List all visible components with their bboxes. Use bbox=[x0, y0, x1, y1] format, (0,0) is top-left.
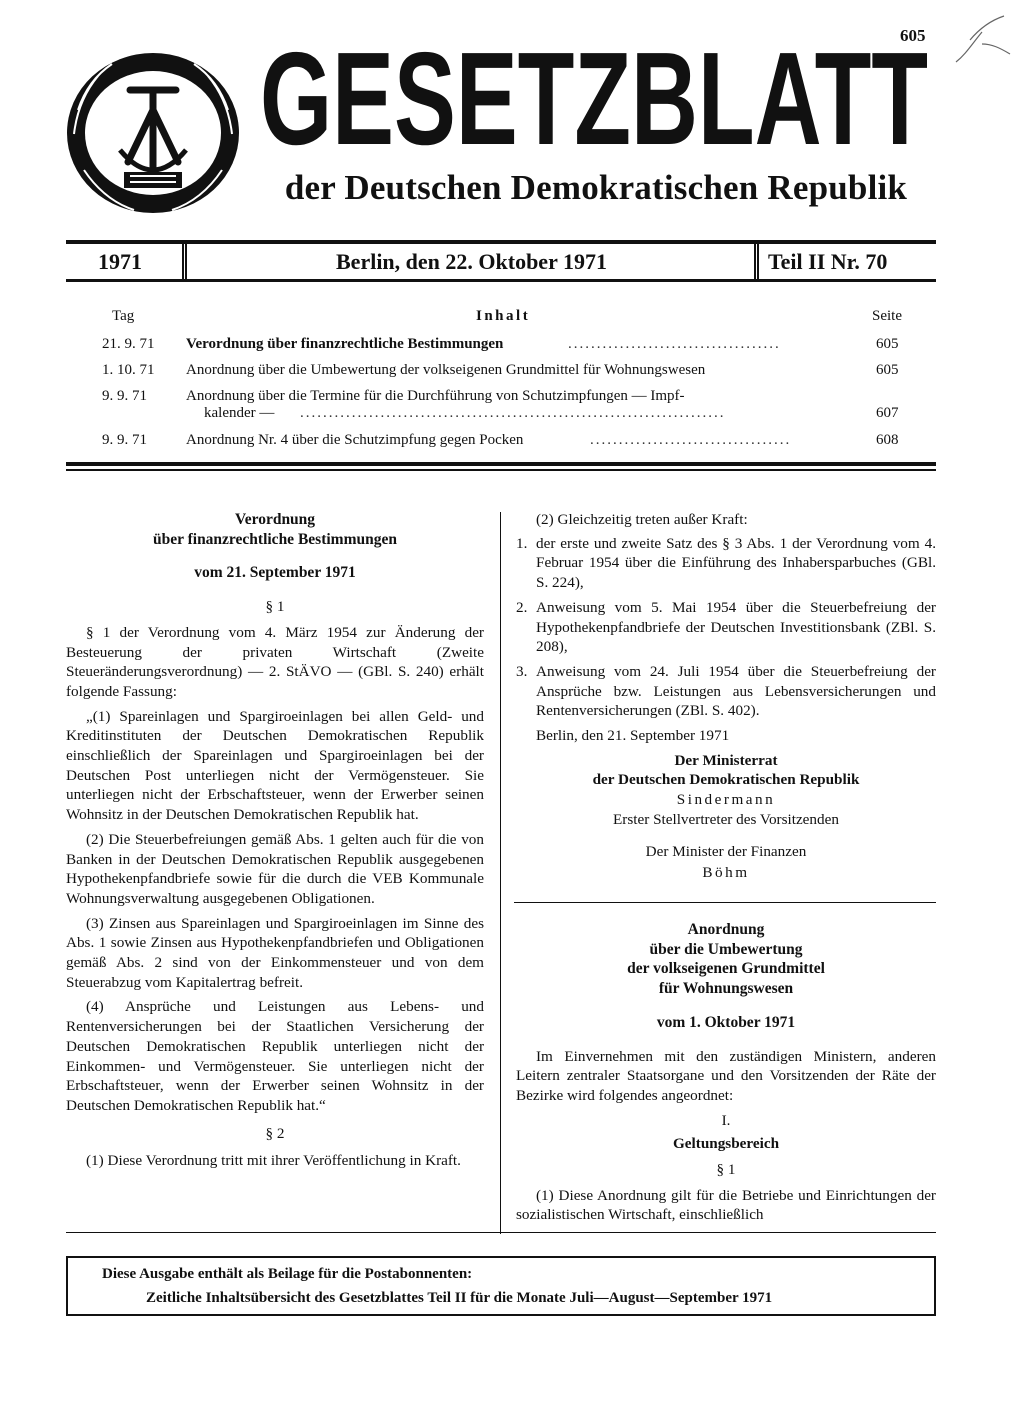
order-subheading: für Wohnungswesen bbox=[658, 980, 794, 998]
masthead-title bbox=[254, 44, 934, 154]
list-item bbox=[516, 534, 936, 593]
order-subheading: der volkseigenen Grundmittel bbox=[627, 960, 825, 978]
toc-entry[interactable] bbox=[0, 362, 1024, 382]
supplement-notice-line2: Zeitliche Inhaltsübersicht des Gesetzblattes Teil II für die Monate Juli—August—September 1971 bbox=[146, 1290, 773, 1306]
decree-date: vom 21. September 1971 bbox=[194, 564, 356, 582]
order-date: vom 1. Oktober 1971 bbox=[656, 1013, 796, 1031]
list-item-text: der erste und zweite Satz des § 3 Abs. 1 der Verordnung vom 4. Februar 1954 über die Einführung des Inhabersparbuches (GBl. S. 224), bbox=[536, 534, 936, 592]
article-separator bbox=[514, 902, 936, 903]
paragraph: § 1 der Verordnung vom 4. März 1954 zur Änderung der Besteuerung der privaten Wirtschaft (Zweite Steueränderungsverordnung) — 2. StÄVO — (GBl. S. 240) erhält folgende Fassung: bbox=[66, 623, 484, 700]
bottom-rule bbox=[66, 1232, 936, 1233]
order-subheading: über die Umbewertung bbox=[649, 940, 803, 958]
list-item-number: 2. bbox=[516, 598, 528, 616]
issue-part: Teil II Nr. 70 bbox=[768, 249, 888, 274]
issue-date: Berlin, den 22. Oktober 1971 bbox=[336, 249, 607, 274]
list-item bbox=[516, 598, 936, 657]
paragraph: „(1) Spareinlagen und Spargiroeinlagen bei allen Geld- und Kreditinstituten der Deutschen Demokratischen Republik einschließlich der Spareinlagen und Spargiroeinlagen bei der Deutschen Post unterliegen nicht der Vermögensteuer. Sie unterliegen nicht der Erbschaftsteuer, wenn der Erwerber seinen Wohnsitz in der Deutschen Demokratischen Republik hat. bbox=[66, 707, 484, 824]
part-number: I. bbox=[721, 1111, 731, 1129]
paragraph: (3) Zinsen aus Spareinlagen und Spargiroeinlagen im Sinne des Abs. 1 sowie Zinsen aus Hypothekenpfandbriefen und Obligationen gemäß Abs. 2 sind von der Einkommensteuer und von dem Steuerabzug vom Kapitalertrag befreit. bbox=[66, 914, 484, 991]
left-column bbox=[66, 510, 484, 1176]
toc-entry-date: 1. 10. 71 bbox=[102, 362, 155, 378]
decree-heading: Verordnung bbox=[234, 511, 316, 528]
toc-entry-title: Anordnung über die Termine für die Durchführung von Schutzimpfungen — Impf- bbox=[186, 388, 685, 404]
paragraph: (2) Die Steuerbefreiungen gemäß Abs. 1 gelten auch für die von Banken in der Deutschen Demokratischen Republik ausgegebenen Hypothekenpfandbriefe sowie für die durch die VEB Kommunale Wohnungsverwaltung ausgegebenen Obligationen. bbox=[66, 830, 484, 907]
toc-entry[interactable] bbox=[0, 432, 1024, 452]
toc-entry-title: Verordnung über finanzrechtliche Bestimmungen bbox=[186, 336, 504, 352]
issue-year: 1971 bbox=[98, 249, 142, 274]
signing-place-date: Berlin, den 21. September 1971 bbox=[536, 727, 730, 745]
paragraph: (1) Diese Verordnung tritt mit ihrer Veröffentlichung in Kraft. bbox=[86, 1152, 461, 1170]
list-item-number: 3. bbox=[516, 662, 528, 680]
paragraph: (4) Ansprüche und Leistungen aus Lebens- und Rentenversicherungen bei der Staatlichen Versicherung der Deutschen Demokratischen Republik unterliegen nicht der Einkommen- und Vermögensteuer. Sie unterliegen nicht der Erbschaftsteuer, wenn der Erwerber seinen Wohnsitz in der Deutschen Demokratischen Republik hat.“ bbox=[66, 998, 484, 1114]
handwritten-annotation bbox=[952, 14, 1014, 72]
signatory-title: Erster Stellvertreter des Vorsitzenden bbox=[613, 810, 839, 828]
toc-entry-date: 21. 9. 71 bbox=[102, 336, 155, 352]
toc-entry-title-cont: kalender — bbox=[204, 405, 275, 421]
toc-leader: .......................................................................... bbox=[300, 405, 726, 421]
supplement-notice bbox=[66, 1256, 936, 1316]
issue-divider-left bbox=[182, 240, 187, 282]
list-item bbox=[516, 662, 936, 721]
toc-entry-title: Anordnung Nr. 4 über die Schutzimpfung gegen Pocken bbox=[186, 432, 524, 448]
supplement-notice-line1: Diese Ausgabe enthält als Beilage für die Postabonnenten: bbox=[102, 1266, 473, 1282]
page-number: 605 bbox=[900, 26, 926, 45]
toc-entry-page: 605 bbox=[876, 362, 899, 378]
masthead-subtitle: der Deutschen Demokratischen Republik bbox=[284, 168, 908, 207]
right-column-lower bbox=[516, 920, 936, 1230]
part-title: Geltungsbereich bbox=[672, 1135, 780, 1153]
toc-entry-continued[interactable] bbox=[0, 405, 1024, 425]
section-heading: § 1 bbox=[265, 598, 285, 616]
toc-divider-rule bbox=[66, 462, 936, 471]
right-column bbox=[516, 510, 936, 883]
issue-divider-right bbox=[754, 240, 759, 282]
minister-title: Der Minister der Finanzen bbox=[645, 842, 807, 860]
state-emblem-icon bbox=[64, 50, 242, 216]
paragraph: (1) Diese Anordnung gilt für die Betriebe und Einrichtungen der sozialistischen Wirtschaft, einschließlich bbox=[516, 1186, 936, 1224]
toc-header-page: Seite bbox=[872, 308, 902, 324]
paragraph: Im Einvernehmen mit den zuständigen Ministern, anderen Leitern zentraler Staatsorgane und den Vorsitzenden der Räte der Bezirke wird folgendes angeordnet: bbox=[516, 1047, 936, 1104]
toc-entry-title: Anordnung über die Umbewertung der volkseigenen Grundmittel für Wohnungswesen bbox=[186, 362, 706, 378]
toc-header-day: Tag bbox=[112, 308, 135, 324]
toc-entry-page: 605 bbox=[876, 336, 899, 352]
column-divider bbox=[500, 512, 501, 1234]
toc-entry-page: 607 bbox=[876, 405, 899, 421]
toc-entry-date: 9. 9. 71 bbox=[102, 388, 147, 404]
masthead-title-text: GESETZBLATT bbox=[260, 44, 928, 154]
signatory-name: Sindermann bbox=[676, 791, 776, 809]
council-name-cont: der Deutschen Demokratischen Republik bbox=[592, 771, 860, 789]
toc-leader: ..................................... bbox=[568, 336, 781, 352]
issue-bar bbox=[66, 240, 936, 282]
toc-header-content: Inhalt bbox=[476, 308, 531, 324]
toc-entry-date: 9. 9. 71 bbox=[102, 432, 147, 448]
paragraph: (2) Gleichzeitig treten außer Kraft: bbox=[536, 511, 748, 528]
list-item-number: 1. bbox=[516, 534, 528, 552]
decree-subheading: über finanzrechtliche Bestimmungen bbox=[153, 530, 397, 548]
toc-leader: ................................... bbox=[590, 432, 792, 448]
minister-name: Böhm bbox=[702, 864, 750, 882]
toc-entry[interactable] bbox=[0, 336, 1024, 356]
list-item-text: Anweisung vom 5. Mai 1954 über die Steuerbefreiung der Hypothekenpfandbriefe der Deutschen Investitionsbank (ZBl. S. 208), bbox=[536, 598, 936, 656]
toc-entry-page: 608 bbox=[876, 432, 899, 448]
council-name: Der Ministerrat bbox=[674, 751, 778, 769]
order-heading: Anordnung bbox=[687, 921, 765, 938]
list-item-text: Anweisung vom 24. Juli 1954 über die Steuerbefreiung der Ansprüche bzw. Leistungen aus Lebensversicherungen und Rentenversicherungen (ZBl. S. 402). bbox=[536, 662, 936, 720]
section-heading: § 1 bbox=[716, 1161, 736, 1179]
section-heading: § 2 bbox=[265, 1124, 285, 1142]
